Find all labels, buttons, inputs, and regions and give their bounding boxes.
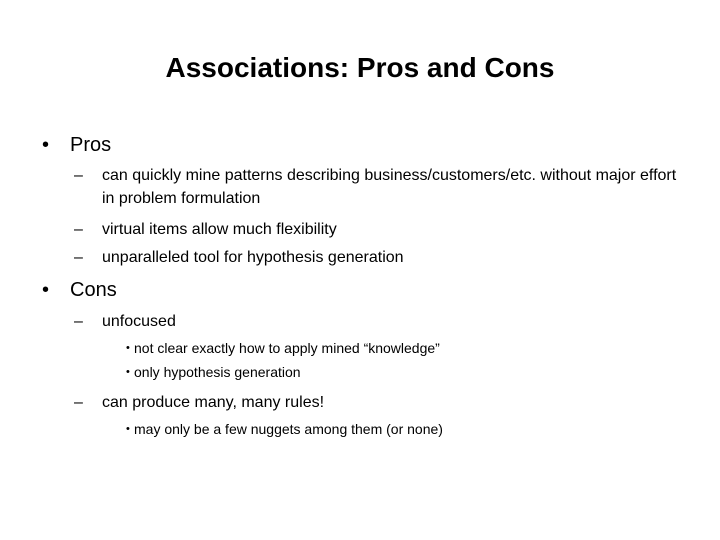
section-heading-pros: Pros bbox=[70, 134, 112, 156]
list-item-text: can quickly mine patterns describing business/customers/etc. without major effort in problem formulation bbox=[102, 167, 677, 207]
list-item-text: unparalleled tool for hypothesis generation bbox=[102, 249, 404, 266]
bullet-icon: • bbox=[126, 366, 130, 378]
section-heading-cons: Cons bbox=[70, 279, 117, 301]
bullet-icon: • bbox=[126, 342, 130, 354]
list-item-text: virtual items allow much flexibility bbox=[102, 221, 337, 238]
dash-icon: – bbox=[74, 249, 83, 266]
dash-icon: – bbox=[74, 221, 83, 238]
dash-icon: – bbox=[74, 394, 83, 411]
sub-item-text: may only be a few nuggets among them (or none) bbox=[134, 421, 443, 437]
bullet-icon: • bbox=[42, 279, 50, 301]
dash-icon: – bbox=[74, 313, 83, 330]
bullet-icon: • bbox=[42, 134, 50, 156]
dash-icon: – bbox=[74, 167, 83, 184]
list-item-text: unfocused bbox=[102, 313, 176, 330]
list-item-text: can produce many, many rules! bbox=[102, 394, 325, 411]
bullet-icon: • bbox=[126, 423, 130, 435]
slide-title: Associations: Pros and Cons bbox=[165, 52, 555, 83]
sub-item-text: not clear exactly how to apply mined “knowledge” bbox=[134, 340, 440, 356]
sub-item-text: only hypothesis generation bbox=[134, 364, 301, 380]
